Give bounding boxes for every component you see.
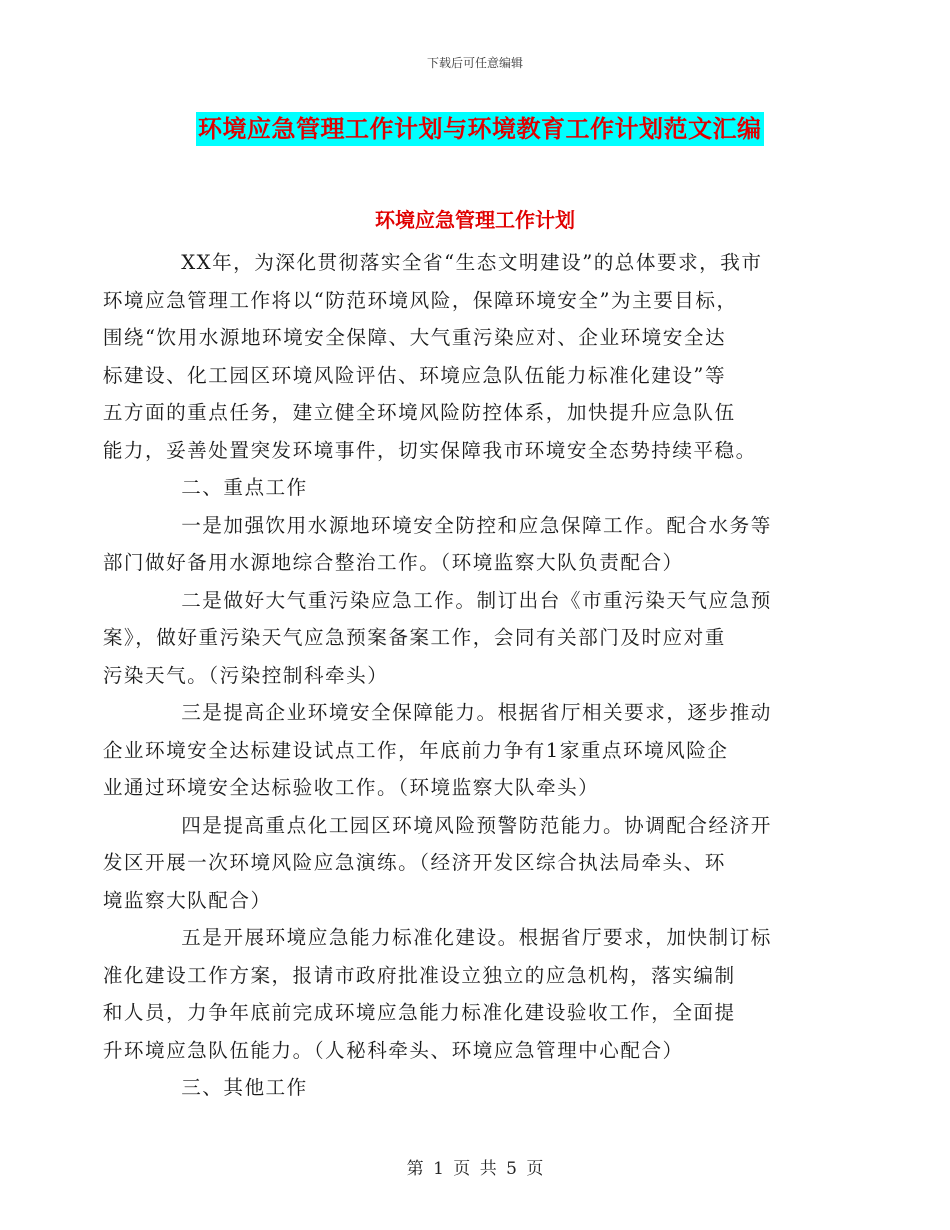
text-line: 一是加强饮用水源地环境安全防控和应急保障工作。配合水务等 <box>181 513 772 537</box>
text-line: 五方面的重点任务，建立健全环境风险防控体系，加快提升应急队伍 <box>102 401 736 424</box>
text-line: 能力，妥善处置突发环境事件，切实保障我市环境安全态势持续平稳。 <box>102 438 757 462</box>
text-line: 围绕“饮用水源地环境安全保障、大气重污染应对、企业环境安全达 <box>102 326 727 349</box>
page-number: 第 1 页 共 5 页 <box>406 1159 544 1179</box>
text-line: 案》，做好重污染天气应急预案备案工作，会同有关部门及时应对重 <box>102 626 726 649</box>
header-note: 下载后可任意编辑 <box>426 56 523 70</box>
text-line: 升环境应急队伍能力。（人秘科牵头、环境应急管理中心配合） <box>102 1038 684 1062</box>
text-line: 发区开展一次环境风险应急演练。（经济开发区综合执法局牵头、环 <box>102 851 726 874</box>
text-line: 准化建设工作方案，报请市政府批准设立独立的应急机构，落实编制 <box>102 963 736 987</box>
text-line: 标建设、化工园区环境风险评估、环境应急队伍能力标准化建设”等 <box>102 363 727 387</box>
heading-key-work <box>142 469 812 507</box>
document-body <box>102 244 812 1107</box>
text-line: 境监察大队配合） <box>102 888 272 912</box>
paragraph-item-3 <box>102 694 812 807</box>
heading-other-work <box>142 1069 812 1107</box>
document-title: 环境应急管理工作计划与环境教育工作计划范文汇编 <box>196 112 764 146</box>
text-line: 企业环境安全达标建设试点工作，年底前力争有1家重点环境风险企 <box>102 738 729 762</box>
text-line: 三、其他工作 <box>181 1076 308 1099</box>
text-line: 五是开展环境应急能力标准化建设。根据省厅要求，加快制订标 <box>181 926 772 949</box>
text-line: 部门做好备用水源地综合整治工作。（环境监察大队负责配合） <box>102 551 684 574</box>
paragraph-item-5 <box>102 919 812 1069</box>
text-line: 和人员，力争年底前完成环境应急能力标准化建设验收工作，全面提 <box>102 1001 736 1024</box>
paragraph-item-2 <box>102 582 812 695</box>
text-line: 二是做好大气重污染应急工作。制订出台《市重污染天气应急预 <box>181 588 772 612</box>
text-line: 三是提高企业环境安全保障能力。根据省厅相关要求，逐步推动 <box>181 701 772 724</box>
section-title: 环境应急管理工作计划 <box>375 208 575 232</box>
text-line: 二、重点工作 <box>181 476 308 499</box>
paragraph-item-1 <box>102 507 812 582</box>
text-line: 环境应急管理工作将以“防范环境风险，保障环境安全”为主要目标， <box>102 288 738 312</box>
text-line: 污染天气。（污染控制科牵头） <box>102 663 389 687</box>
text-line: 四是提高重点化工园区环境风险预警防范能力。协调配合经济开 <box>181 813 772 837</box>
text-line: XX年，为深化贯彻落实全省“生态文明建设”的总体要求，我市 <box>181 251 763 274</box>
paragraph-intro <box>102 244 812 469</box>
paragraph-item-4 <box>102 807 812 920</box>
text-line: 业通过环境安全达标验收工作。（环境监察大队牵头） <box>102 776 600 799</box>
